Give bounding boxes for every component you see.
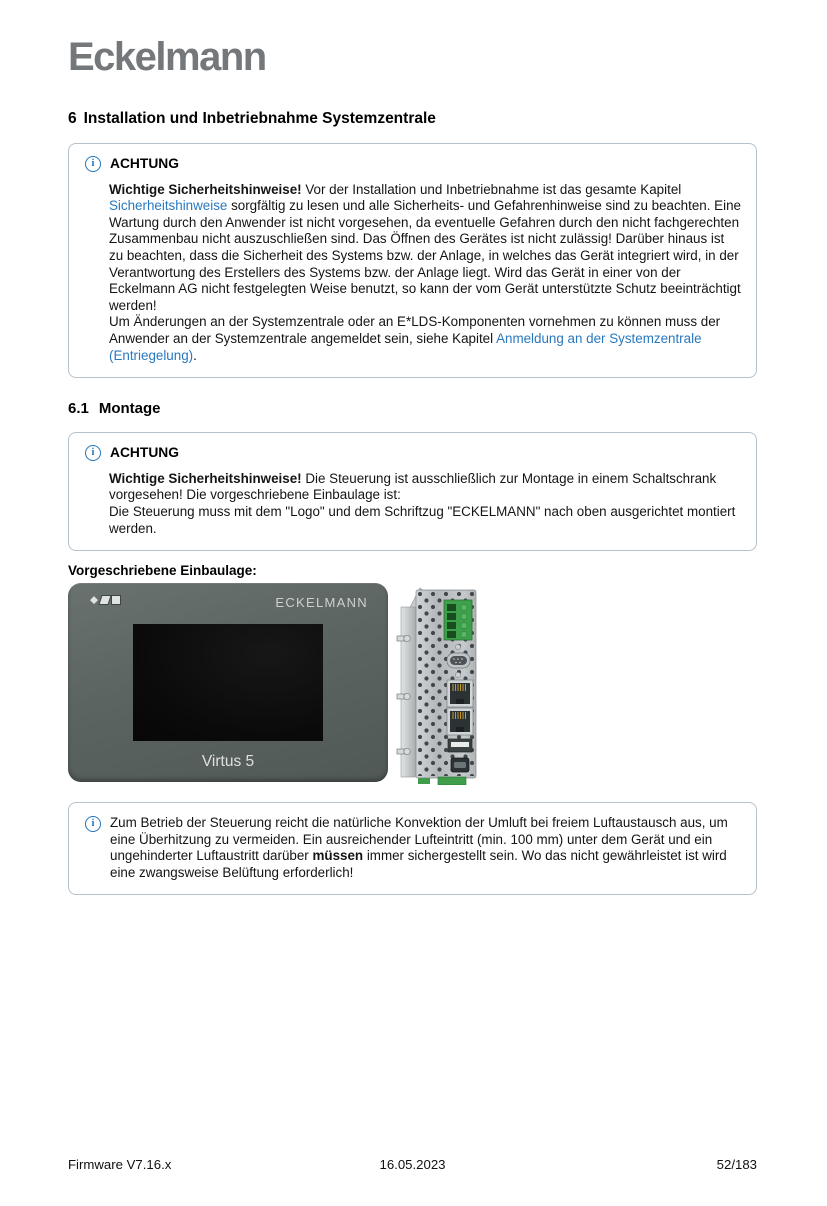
attention-box-1-header [85,156,742,173]
notice-text: . [193,347,197,363]
footer-page-number: 52/183 [716,1157,757,1172]
logo-parallelogram-icon [100,596,111,604]
notice-text: Die Steuerung ist ausschließlich zur Montage in einem Schaltschrank vorgesehen! Die vorgeschriebene Einbaulage ist: [109,470,717,503]
mounting-figure [68,583,757,785]
info-icon: i [85,156,101,172]
device-logo-marks [90,596,120,604]
section-title-text: Montage [98,400,161,418]
brand-logo: Eckelmann [68,35,266,79]
notice-text: Vor der Installation und Inbetriebnahme ist das gesamte Kapitel [301,181,682,197]
page-content [0,37,827,895]
device-side-view-image [396,583,484,785]
attention-box-1 [68,143,757,378]
notice-title: ACHTUNG [110,156,179,171]
notice-body [109,182,742,365]
footer-firmware-version: Firmware V7.16.x [68,1157,172,1172]
notice-lead-bold: Wichtige Sicherheitshinweise! [109,181,302,197]
notice-body [109,471,742,537]
device-front-image [68,583,388,782]
info-icon: i [85,445,101,461]
notice-paragraph [109,504,742,537]
logo-square-icon [112,596,120,604]
attention-box-2 [68,432,757,551]
page-title-text: Installation und Inbetriebnahme Systemzentrale [83,110,436,127]
device-model-label: Virtus 5 [201,753,255,771]
link-anmeldung-systemzentrale[interactable]: Anmeldung an der Systemzentrale (Entriegelung) [109,330,702,363]
figure-caption: Vorgeschriebene Einbaulage: [68,563,257,579]
notice-text: Die Steuerung muss mit dem "Logo" und dem Schriftzug "ECKELMANN" nach oben ausgerichtet montiert werden. [109,503,736,536]
notice-text: Um Änderungen an der Systemzentrale oder an E*LDS-Komponenten vornehmen zu können muss der Anwender an der Systemzentrale angemeldet sein, siehe Kapitel [109,314,721,346]
info-icon: i [85,816,101,832]
link-sicherheitshinweise[interactable]: Sicherheitshinweise [109,198,228,214]
notice-text: sorgfältig zu lesen und alle Sicherheits- und Gefahrenhinweise sind zu beachten. Eine Wartung durch den Anwender ist nicht vorgesehen, da eventuelle Gefahren durch den nicht fachgerechten Zusammenbau nicht auszuschließen sind. Das Öffnen des Gerätes ist nicht zulässig! Darüber hinaus ist zu beachten, dass die Sicherheit des Systems bzw. der Anlage, in welches das Gerät integriert wird, in der Verantwortung des Erstellers des Systems bzw. der Anlage liegt. Wird das Gerät in einer von der Eckelmann AG nicht festgelegten Weise benutzt, so kann der vom Gerät unterstützte Schutz beeinträchtigt werden! [109,198,741,313]
info-box-ventilation [68,802,757,895]
notice-bold-muessen: müssen [312,848,364,864]
notice-paragraph [109,471,742,504]
footer-date: 16.05.2023 [379,1157,446,1172]
section-title-montage [68,400,757,417]
page-title [68,110,757,128]
notice-text: Zum Betrieb der Steuerung reicht die natürliche Konvektion der Umluft bei freiem Luftaustausch aus, um eine Überhitzung zu vermeiden. Ein ausreichender Lufteintritt (min. 100 mm) unter dem Gerät und ein ungehinderter Luftaustritt darüber [110,815,728,864]
notice-title: ACHTUNG [110,445,179,461]
notice-body [110,815,742,881]
device-screen [133,624,323,741]
notice-text: immer sichergestellt sein. Wo das nicht gewährleistet ist wird eine zwangsweise Belüftung erforderlich! [110,848,727,880]
section-title-number: 6.1 [68,400,89,418]
page-title-number: 6 [68,110,77,127]
page-footer [68,1157,757,1172]
notice-paragraph [109,314,742,364]
attention-box-2-header [85,445,742,462]
notice-paragraph [109,182,742,315]
notice-paragraph [110,815,742,881]
logo-diamond-icon [90,596,98,604]
notice-lead-bold: Wichtige Sicherheitshinweise! [109,470,302,486]
device-brand-label: ECKELMANN [275,595,368,611]
